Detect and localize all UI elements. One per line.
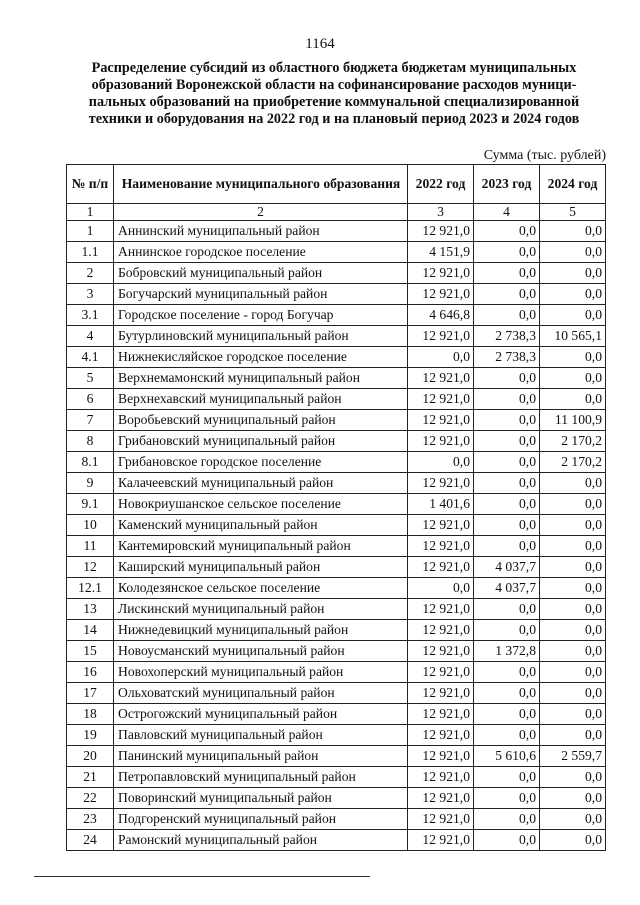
value-2023: 4 037,7 xyxy=(474,557,540,578)
row-number: 1 xyxy=(67,221,114,242)
value-2022: 0,0 xyxy=(408,347,474,368)
value-2023: 0,0 xyxy=(474,368,540,389)
value-2023: 0,0 xyxy=(474,473,540,494)
table-row xyxy=(67,326,606,347)
municipality-name: Аннинский муниципальный район xyxy=(114,221,408,242)
value-2024: 0,0 xyxy=(540,767,606,788)
municipality-name: Ольховатский муниципальный район xyxy=(114,683,408,704)
value-2022: 12 921,0 xyxy=(408,746,474,767)
table-row xyxy=(67,221,606,242)
row-number: 3 xyxy=(67,284,114,305)
unit-label: Сумма (тыс. рублей) xyxy=(483,148,606,163)
value-2022: 12 921,0 xyxy=(408,515,474,536)
table-row xyxy=(67,410,606,431)
value-2024: 2 170,2 xyxy=(540,431,606,452)
municipality-name: Павловский муниципальный район xyxy=(114,725,408,746)
value-2022: 0,0 xyxy=(408,452,474,473)
value-2022: 12 921,0 xyxy=(408,683,474,704)
value-2024: 0,0 xyxy=(540,725,606,746)
table-row xyxy=(67,263,606,284)
value-2024: 0,0 xyxy=(540,704,606,725)
row-number: 16 xyxy=(67,662,114,683)
table-row xyxy=(67,494,606,515)
table-row xyxy=(67,368,606,389)
table-row xyxy=(67,746,606,767)
table-row xyxy=(67,536,606,557)
value-2024: 0,0 xyxy=(540,557,606,578)
subsidy-table xyxy=(66,164,606,851)
value-2024: 0,0 xyxy=(540,389,606,410)
table-row xyxy=(67,725,606,746)
value-2022: 12 921,0 xyxy=(408,809,474,830)
value-2024: 0,0 xyxy=(540,641,606,662)
municipality-name: Новоусманский муниципальный район xyxy=(114,641,408,662)
value-2024: 2 170,2 xyxy=(540,452,606,473)
row-number: 22 xyxy=(67,788,114,809)
row-number: 8 xyxy=(67,431,114,452)
header-2024: 2024 год xyxy=(540,165,606,204)
municipality-name: Грибановский муниципальный район xyxy=(114,431,408,452)
row-number: 24 xyxy=(67,830,114,851)
value-2022: 12 921,0 xyxy=(408,641,474,662)
table-row xyxy=(67,452,606,473)
table-row xyxy=(67,599,606,620)
value-2024: 0,0 xyxy=(540,284,606,305)
municipality-name: Грибановское городское поселение xyxy=(114,452,408,473)
value-2024: 0,0 xyxy=(540,599,606,620)
row-number: 4 xyxy=(67,326,114,347)
table-row xyxy=(67,242,606,263)
table-row xyxy=(67,620,606,641)
value-2022: 4 646,8 xyxy=(408,305,474,326)
table-row xyxy=(67,662,606,683)
value-2023: 0,0 xyxy=(474,452,540,473)
column-number: 5 xyxy=(540,204,606,221)
value-2023: 0,0 xyxy=(474,725,540,746)
value-2024: 0,0 xyxy=(540,347,606,368)
municipality-name: Новокриушанское сельское поселение xyxy=(114,494,408,515)
value-2024: 0,0 xyxy=(540,578,606,599)
municipality-name: Калачеевский муниципальный район xyxy=(114,473,408,494)
row-number: 8.1 xyxy=(67,452,114,473)
value-2023: 0,0 xyxy=(474,683,540,704)
table-row xyxy=(67,431,606,452)
value-2023: 0,0 xyxy=(474,536,540,557)
municipality-name: Поворинский муниципальный район xyxy=(114,788,408,809)
row-number: 12 xyxy=(67,557,114,578)
row-number: 12.1 xyxy=(67,578,114,599)
header-2022: 2022 год xyxy=(408,165,474,204)
value-2022: 12 921,0 xyxy=(408,788,474,809)
value-2023: 0,0 xyxy=(474,704,540,725)
value-2023: 0,0 xyxy=(474,662,540,683)
value-2022: 12 921,0 xyxy=(408,767,474,788)
column-number: 1 xyxy=(67,204,114,221)
value-2022: 12 921,0 xyxy=(408,557,474,578)
value-2024: 0,0 xyxy=(540,305,606,326)
value-2022: 4 151,9 xyxy=(408,242,474,263)
value-2022: 12 921,0 xyxy=(408,599,474,620)
value-2023: 4 037,7 xyxy=(474,578,540,599)
table-row xyxy=(67,767,606,788)
table-row xyxy=(67,641,606,662)
table-body xyxy=(67,221,606,851)
municipality-name: Подгоренский муниципальный район xyxy=(114,809,408,830)
value-2023: 0,0 xyxy=(474,221,540,242)
row-number: 13 xyxy=(67,599,114,620)
municipality-name: Панинский муниципальный район xyxy=(114,746,408,767)
table-row xyxy=(67,284,606,305)
value-2023: 0,0 xyxy=(474,809,540,830)
page-number: 1164 xyxy=(305,36,335,52)
value-2024: 10 565,1 xyxy=(540,326,606,347)
value-2023: 0,0 xyxy=(474,410,540,431)
row-number: 20 xyxy=(67,746,114,767)
row-number: 23 xyxy=(67,809,114,830)
municipality-name: Каширский муниципальный район xyxy=(114,557,408,578)
document-title: Распределение субсидий из областного бюджета бюджетам муниципальных образований Воронежской области на софинансирование расходов муници-пальных образований на приобретение коммунальной специализированной техники и оборудования на 2022 год и на плановый период 2023 и 2024 годов xyxy=(88,60,580,127)
municipality-name: Лискинский муниципальный район xyxy=(114,599,408,620)
municipality-name: Новохоперский муниципальный район xyxy=(114,662,408,683)
value-2022: 12 921,0 xyxy=(408,725,474,746)
municipality-name: Кантемировский муниципальный район xyxy=(114,536,408,557)
municipality-name: Городское поселение - город Богучар xyxy=(114,305,408,326)
row-number: 9 xyxy=(67,473,114,494)
header-2023: 2023 год xyxy=(474,165,540,204)
value-2024: 0,0 xyxy=(540,536,606,557)
value-2023: 0,0 xyxy=(474,305,540,326)
row-number: 4.1 xyxy=(67,347,114,368)
value-2023: 5 610,6 xyxy=(474,746,540,767)
value-2023: 0,0 xyxy=(474,830,540,851)
value-2022: 12 921,0 xyxy=(408,830,474,851)
table-row xyxy=(67,788,606,809)
municipality-name: Воробьевский муниципальный район xyxy=(114,410,408,431)
row-number: 5 xyxy=(67,368,114,389)
value-2023: 0,0 xyxy=(474,242,540,263)
value-2024: 0,0 xyxy=(540,368,606,389)
municipality-name: Каменский муниципальный район xyxy=(114,515,408,536)
value-2023: 0,0 xyxy=(474,284,540,305)
column-number: 3 xyxy=(408,204,474,221)
value-2024: 0,0 xyxy=(540,683,606,704)
value-2022: 12 921,0 xyxy=(408,662,474,683)
value-2024: 0,0 xyxy=(540,494,606,515)
value-2023: 0,0 xyxy=(474,263,540,284)
table-row xyxy=(67,830,606,851)
value-2022: 12 921,0 xyxy=(408,221,474,242)
municipality-name: Богучарский муниципальный район xyxy=(114,284,408,305)
municipality-name: Нижнекисляйское городское поселение xyxy=(114,347,408,368)
value-2024: 2 559,7 xyxy=(540,746,606,767)
value-2022: 12 921,0 xyxy=(408,620,474,641)
value-2022: 1 401,6 xyxy=(408,494,474,515)
table-row xyxy=(67,515,606,536)
municipality-name: Аннинское городское поселение xyxy=(114,242,408,263)
row-number: 6 xyxy=(67,389,114,410)
table-row xyxy=(67,809,606,830)
row-number: 10 xyxy=(67,515,114,536)
row-number: 3.1 xyxy=(67,305,114,326)
row-number: 2 xyxy=(67,263,114,284)
row-number: 15 xyxy=(67,641,114,662)
value-2022: 12 921,0 xyxy=(408,536,474,557)
table-header-row xyxy=(67,165,606,204)
value-2023: 0,0 xyxy=(474,620,540,641)
row-number: 9.1 xyxy=(67,494,114,515)
municipality-name: Острогожский муниципальный район xyxy=(114,704,408,725)
value-2023: 0,0 xyxy=(474,494,540,515)
value-2023: 0,0 xyxy=(474,767,540,788)
value-2024: 0,0 xyxy=(540,242,606,263)
row-number: 18 xyxy=(67,704,114,725)
municipality-name: Петропавловский муниципальный район xyxy=(114,767,408,788)
table-row xyxy=(67,557,606,578)
table-row xyxy=(67,578,606,599)
column-number: 4 xyxy=(474,204,540,221)
row-number: 14 xyxy=(67,620,114,641)
value-2024: 0,0 xyxy=(540,809,606,830)
value-2023: 2 738,3 xyxy=(474,347,540,368)
value-2022: 12 921,0 xyxy=(408,410,474,431)
value-2022: 12 921,0 xyxy=(408,704,474,725)
municipality-name: Нижнедевицкий муниципальный район xyxy=(114,620,408,641)
value-2022: 12 921,0 xyxy=(408,389,474,410)
value-2022: 12 921,0 xyxy=(408,284,474,305)
value-2022: 12 921,0 xyxy=(408,368,474,389)
row-number: 17 xyxy=(67,683,114,704)
value-2023: 1 372,8 xyxy=(474,641,540,662)
table-row xyxy=(67,305,606,326)
header-name: Наименование муниципального образования xyxy=(114,165,408,204)
value-2022: 12 921,0 xyxy=(408,263,474,284)
value-2023: 2 738,3 xyxy=(474,326,540,347)
municipality-name: Бутурлиновский муниципальный район xyxy=(114,326,408,347)
row-number: 19 xyxy=(67,725,114,746)
footnote-divider xyxy=(34,876,370,877)
value-2024: 0,0 xyxy=(540,515,606,536)
value-2024: 0,0 xyxy=(540,263,606,284)
table-row xyxy=(67,389,606,410)
value-2022: 12 921,0 xyxy=(408,326,474,347)
municipality-name: Рамонский муниципальный район xyxy=(114,830,408,851)
value-2022: 0,0 xyxy=(408,578,474,599)
municipality-name: Верхнемамонский муниципальный район xyxy=(114,368,408,389)
municipality-name: Бобровский муниципальный район xyxy=(114,263,408,284)
municipality-name: Верхнехавский муниципальный район xyxy=(114,389,408,410)
table-row xyxy=(67,473,606,494)
row-number: 7 xyxy=(67,410,114,431)
value-2024: 0,0 xyxy=(540,473,606,494)
municipality-name: Колодезянское сельское поселение xyxy=(114,578,408,599)
row-number: 1.1 xyxy=(67,242,114,263)
value-2023: 0,0 xyxy=(474,515,540,536)
column-number: 2 xyxy=(114,204,408,221)
value-2024: 0,0 xyxy=(540,620,606,641)
table-row xyxy=(67,704,606,725)
value-2023: 0,0 xyxy=(474,431,540,452)
column-numbers-row xyxy=(67,204,606,221)
table-row xyxy=(67,683,606,704)
row-number: 21 xyxy=(67,767,114,788)
value-2023: 0,0 xyxy=(474,389,540,410)
table-row xyxy=(67,347,606,368)
value-2024: 0,0 xyxy=(540,830,606,851)
row-number: 11 xyxy=(67,536,114,557)
header-num: № п/п xyxy=(67,165,114,204)
value-2022: 12 921,0 xyxy=(408,473,474,494)
value-2022: 12 921,0 xyxy=(408,431,474,452)
value-2023: 0,0 xyxy=(474,788,540,809)
value-2023: 0,0 xyxy=(474,599,540,620)
value-2024: 0,0 xyxy=(540,221,606,242)
value-2024: 0,0 xyxy=(540,788,606,809)
value-2024: 11 100,9 xyxy=(540,410,606,431)
value-2024: 0,0 xyxy=(540,662,606,683)
